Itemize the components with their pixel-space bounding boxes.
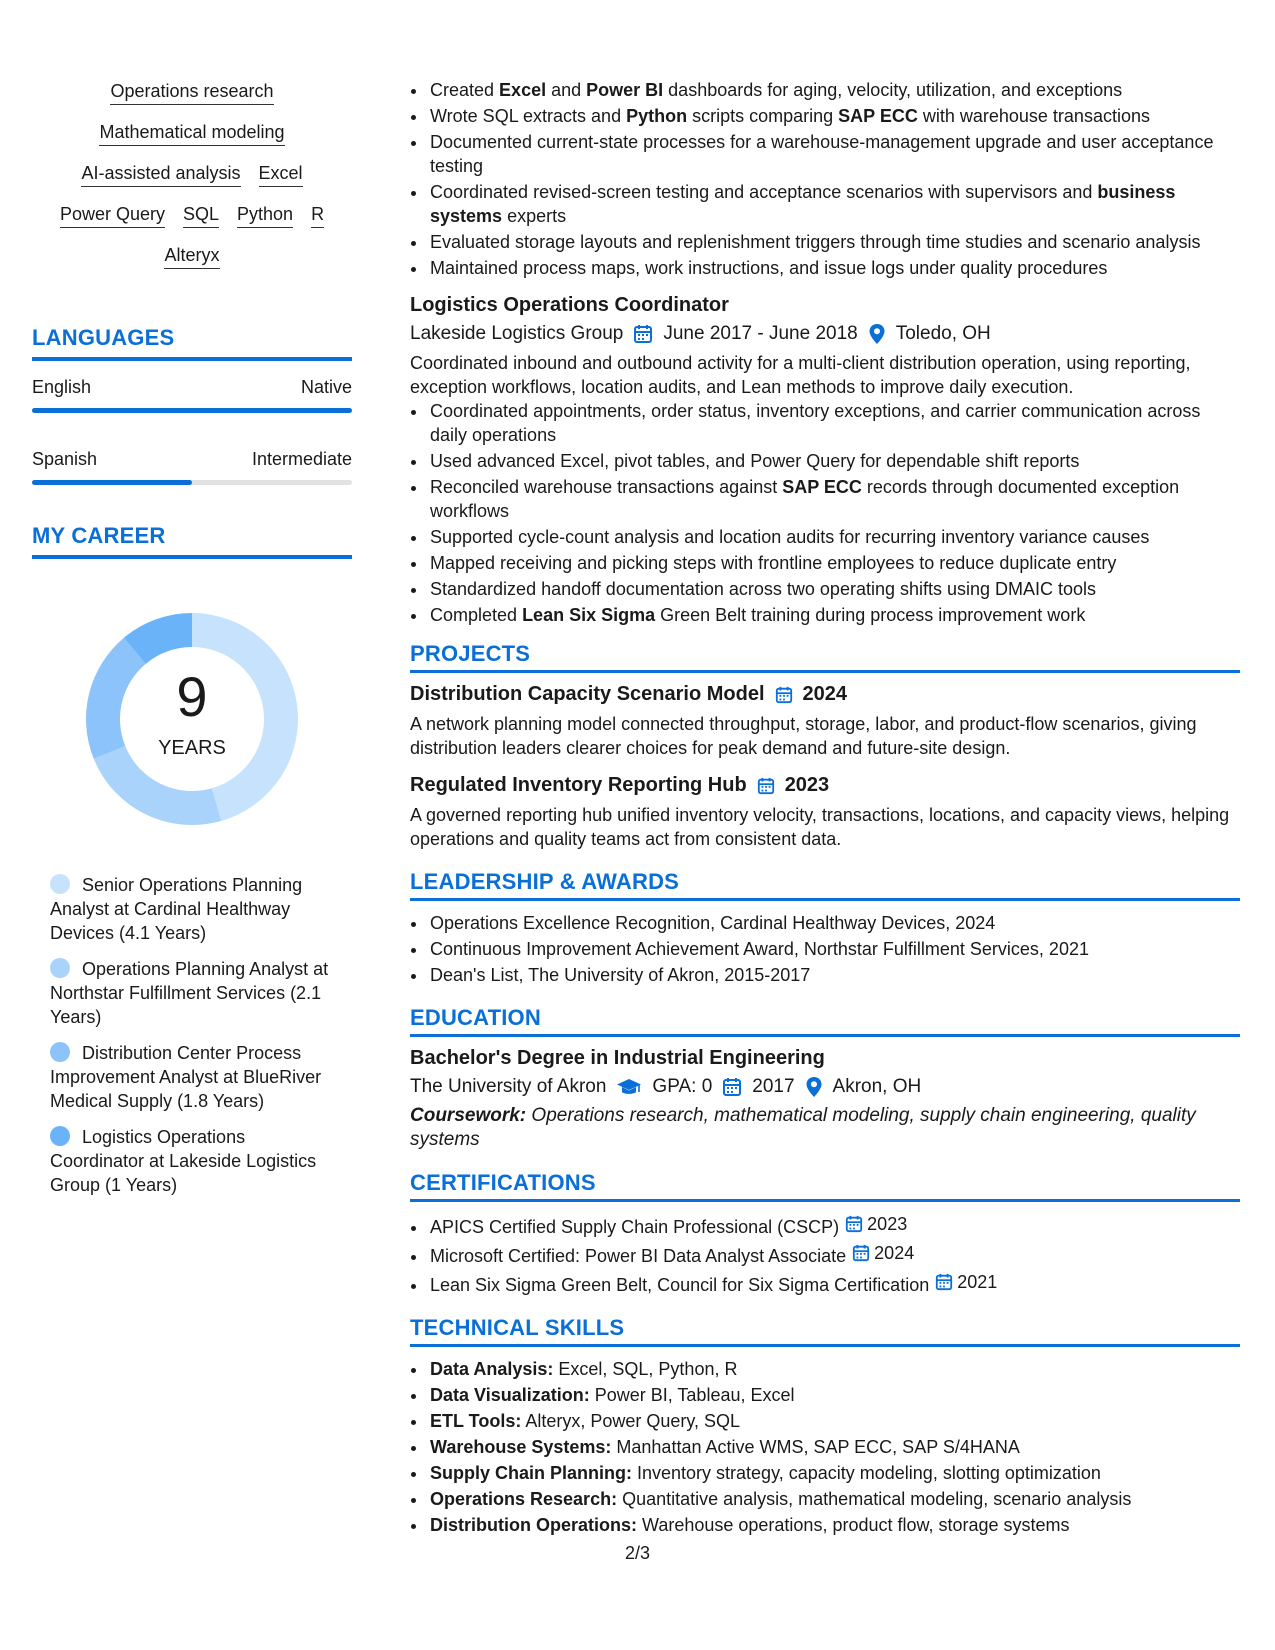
technical-skill-value: Power BI, Tableau, Excel: [589, 1385, 795, 1405]
job-bullets: [410, 399, 1240, 627]
skill-tag: SQL: [183, 205, 219, 228]
calendar-icon: [845, 1215, 863, 1233]
coursework-label: Coursework:: [410, 1105, 527, 1126]
projects-title: PROJECTS: [410, 641, 1240, 673]
languages-list: [32, 377, 352, 485]
job-company: Lakeside Logistics Group: [410, 323, 624, 344]
skill-tag-row: [32, 123, 352, 146]
calendar-icon: [852, 1244, 870, 1262]
skill-tag: AI-assisted analysis: [81, 164, 240, 187]
skill-tag-row: [32, 82, 352, 105]
project-description: A network planning model connected throughput, storage, labor, and product-flow scenarios, giving distribution leaders clearer choices for peak demand and future-site design.: [410, 714, 1197, 758]
language-bar-fill: [32, 408, 352, 413]
education-degree: Bachelor's Degree in Industrial Engineering: [410, 1047, 825, 1069]
technical-skill-label: Data Visualization:: [430, 1385, 590, 1405]
project-description: A governed reporting hub unified inventory velocity, transactions, locations, and capacity views, helping operations and quality teams act from consistent data.: [410, 805, 1230, 849]
job-meta: [410, 323, 1240, 345]
language-level: Native: [300, 377, 352, 397]
leadership-title: LEADERSHIP & AWARDS: [410, 869, 1240, 901]
bullet-item: • Continuous Improvement Achievement Award, Northstar Fulfillment Services, 2021: [428, 937, 1240, 961]
technical-skill-value: Inventory strategy, capacity modeling, slotting optimization: [632, 1463, 1101, 1483]
calendar-icon: [722, 1077, 742, 1097]
bullet-item: • Evaluated storage layouts and replenishment triggers through time studies and scenario analysis: [428, 230, 1240, 254]
skill-tag: Power Query: [60, 205, 165, 228]
project-year: 2023: [784, 774, 830, 796]
skill-tag: Mathematical modeling: [99, 123, 284, 146]
bullet-item: • Reconciled warehouse transactions against SAP ECC records through documented exception workflows: [428, 475, 1240, 523]
certification-year: 2024: [874, 1243, 915, 1263]
bold-text: Lean Six Sigma: [522, 605, 656, 625]
technical-skill-label: Warehouse Systems:: [430, 1437, 612, 1457]
leadership-list: [410, 911, 1240, 987]
career-total-number: 9: [176, 665, 208, 728]
language-bar: [32, 408, 352, 413]
legend-text: Senior Operations Planning Analyst at Cardinal Healthway Devices (4.1 Years): [50, 875, 303, 943]
legend-dot: [50, 1042, 70, 1062]
certifications-list: [410, 1212, 1240, 1297]
legend-text: Operations Planning Analyst at Northstar Fulfillment Services (2.1 Years): [50, 959, 329, 1027]
language-level: Intermediate: [251, 449, 352, 469]
technical-skill-value: Warehouse operations, product flow, storage systems: [637, 1515, 1070, 1535]
bold-text: Excel: [499, 80, 547, 100]
certification-item: [428, 1270, 1240, 1297]
technical-skills-title: TECHNICAL SKILLS: [410, 1315, 1240, 1347]
language-row: [32, 449, 352, 470]
calendar-icon: [775, 686, 793, 704]
calendar-icon: [757, 777, 775, 795]
bullet-item: • Wrote SQL extracts and Python scripts comparing SAP ECC with warehouse transactions: [428, 104, 1240, 128]
education-meta: [410, 1076, 1240, 1098]
technical-skill-item: [428, 1383, 1240, 1407]
education-coursework: [410, 1104, 1240, 1152]
previous-job-bullets: [410, 78, 1240, 280]
skill-tag: Operations research: [110, 82, 273, 105]
education-title: EDUCATION: [410, 1005, 1240, 1037]
calendar-icon: [935, 1273, 953, 1291]
certification-year: 2021: [957, 1272, 998, 1292]
technical-skill-value: Alteryx, Power Query, SQL: [521, 1411, 741, 1431]
education-year: 2017: [752, 1076, 795, 1097]
technical-skill-label: Distribution Operations:: [430, 1515, 637, 1535]
technical-skill-value: Quantitative analysis, mathematical modeling, scenario analysis: [617, 1489, 1132, 1509]
left-column: [32, 82, 352, 1209]
technical-skill-item: [428, 1357, 1240, 1381]
certification-item: [428, 1212, 1240, 1239]
certification-date: [852, 1241, 914, 1265]
languages-section: [32, 325, 352, 485]
legend-text: Distribution Center Process Improvement Analyst at BlueRiver Medical Supply (1.8 Years): [50, 1043, 322, 1111]
bold-text: Power BI: [586, 80, 664, 100]
page-indicator: 2/3: [624, 1543, 651, 1563]
calendar-icon: [633, 324, 653, 344]
certification-name: Lean Six Sigma Green Belt, Council for Six Sigma Certification: [430, 1275, 930, 1295]
technical-skill-label: ETL Tools:: [430, 1411, 522, 1431]
technical-skill-item: [428, 1461, 1240, 1485]
skill-tag: Python: [237, 205, 293, 228]
technical-skill-value: Manhattan Active WMS, SAP ECC, SAP S/4HANA: [611, 1437, 1020, 1457]
legend-dot: [50, 1126, 70, 1146]
certification-date: [935, 1270, 997, 1294]
education-gpa: GPA: 0: [652, 1076, 713, 1097]
job-dates: June 2017 - June 2018: [663, 323, 858, 344]
education-location: Akron, OH: [832, 1076, 922, 1097]
bullet-item: • Supported cycle-count analysis and location audits for recurring inventory variance causes: [428, 525, 1240, 549]
bold-text: SAP ECC: [782, 477, 862, 497]
language-bar-fill: [32, 480, 192, 485]
location-pin-icon: [868, 323, 886, 345]
language-bar: [32, 480, 352, 485]
project-name: Distribution Capacity Scenario Model: [410, 683, 765, 705]
career-legend-item: [50, 1041, 344, 1113]
project-name: Regulated Inventory Reporting Hub: [410, 774, 747, 796]
education-entry: [410, 1047, 1240, 1152]
bold-text: business systems: [430, 182, 1176, 226]
career-legend-item: [50, 957, 344, 1029]
technical-skill-item: [428, 1409, 1240, 1433]
technical-skill-item: [428, 1435, 1240, 1459]
certification-item: [428, 1241, 1240, 1268]
career-donut-chart: [72, 599, 312, 839]
bullet-item: • Maintained process maps, work instructions, and issue logs under quality procedures: [428, 256, 1240, 280]
bold-text: Python: [626, 106, 688, 126]
bullet-item: • Used advanced Excel, pivot tables, and Power Query for dependable shift reports: [428, 449, 1240, 473]
career-title: MY CAREER: [32, 523, 352, 559]
career-legend-item: [50, 873, 344, 945]
education-school: The University of Akron: [410, 1076, 607, 1097]
skill-tags: [32, 82, 352, 287]
certification-date: [845, 1212, 907, 1236]
bullet-item: • Completed Lean Six Sigma Green Belt training during process improvement work: [428, 603, 1240, 627]
location-pin-icon: [805, 1076, 823, 1098]
bullet-item: • Coordinated revised-screen testing and acceptance scenarios with supervisors and business systems experts: [428, 180, 1240, 228]
technical-skill-label: Data Analysis:: [430, 1359, 554, 1379]
legend-dot: [50, 874, 70, 894]
bullet-item: • Coordinated appointments, order status, inventory exceptions, and carrier communication across daily operations: [428, 399, 1240, 447]
skill-tag-row: [32, 246, 352, 269]
job-location: Toledo, OH: [895, 323, 991, 344]
language-name: English: [32, 377, 92, 397]
project-year: 2024: [802, 683, 848, 705]
certification-name: APICS Certified Supply Chain Professional (CSCP): [430, 1217, 840, 1237]
skill-tag: Excel: [259, 164, 303, 187]
technical-skill-value: Excel, SQL, Python, R: [553, 1359, 738, 1379]
right-column: [410, 78, 1240, 1539]
skill-tag: Alteryx: [164, 246, 219, 269]
certification-name: Microsoft Certified: Power BI Data Analyst Associate: [430, 1246, 847, 1266]
skill-tag: R: [311, 205, 324, 228]
technical-skill-item: [428, 1487, 1240, 1511]
bullet-item: • Standardized handoff documentation across two operating shifts using DMAIC tools: [428, 577, 1240, 601]
project-title: [410, 683, 1240, 706]
legend-text: Logistics Operations Coordinator at Lakeside Logistics Group (1 Years): [50, 1127, 317, 1195]
project-title: [410, 774, 1240, 797]
technical-skill-label: Operations Research:: [430, 1489, 618, 1509]
career-total-unit: YEARS: [158, 737, 226, 759]
graduation-cap-icon: [616, 1077, 642, 1097]
languages-title: LANGUAGES: [32, 325, 352, 361]
legend-dot: [50, 958, 70, 978]
job-summary: Coordinated inbound and outbound activity for a multi-client distribution operation, using reporting, exception workflows, location audits, and Lean methods to improve daily execution.: [410, 353, 1191, 397]
job-title: Logistics Operations Coordinator: [410, 294, 729, 316]
career-section: [32, 523, 352, 1197]
career-legend: [32, 873, 352, 1197]
language-row: [32, 377, 352, 398]
certification-year: 2023: [867, 1214, 908, 1234]
technical-skill-label: Supply Chain Planning:: [430, 1463, 632, 1483]
bullet-item: • Mapped receiving and picking steps with frontline employees to reduce duplicate entry: [428, 551, 1240, 575]
coursework-value: Operations research, mathematical modeling, supply chain engineering, quality systems: [410, 1105, 1196, 1150]
bullet-item: • Documented current-state processes for a warehouse-management upgrade and user acceptance testing: [428, 130, 1240, 178]
skill-tag-row: [32, 205, 352, 228]
job-entry: [410, 294, 1240, 627]
certifications-title: CERTIFICATIONS: [410, 1170, 1240, 1202]
career-legend-item: [50, 1125, 344, 1197]
bullet-item: • Operations Excellence Recognition, Cardinal Healthway Devices, 2024: [428, 911, 1240, 935]
technical-skills-list: [410, 1357, 1240, 1537]
bold-text: SAP ECC: [838, 106, 918, 126]
bullet-item: • Dean's List, The University of Akron, 2015-2017: [428, 963, 1240, 987]
language-name: Spanish: [32, 449, 98, 469]
bullet-item: • Created Excel and Power BI dashboards for aging, velocity, utilization, and exceptions: [428, 78, 1240, 102]
technical-skill-item: [428, 1513, 1240, 1537]
projects-list: [410, 683, 1240, 851]
skill-tag-row: [32, 164, 352, 187]
